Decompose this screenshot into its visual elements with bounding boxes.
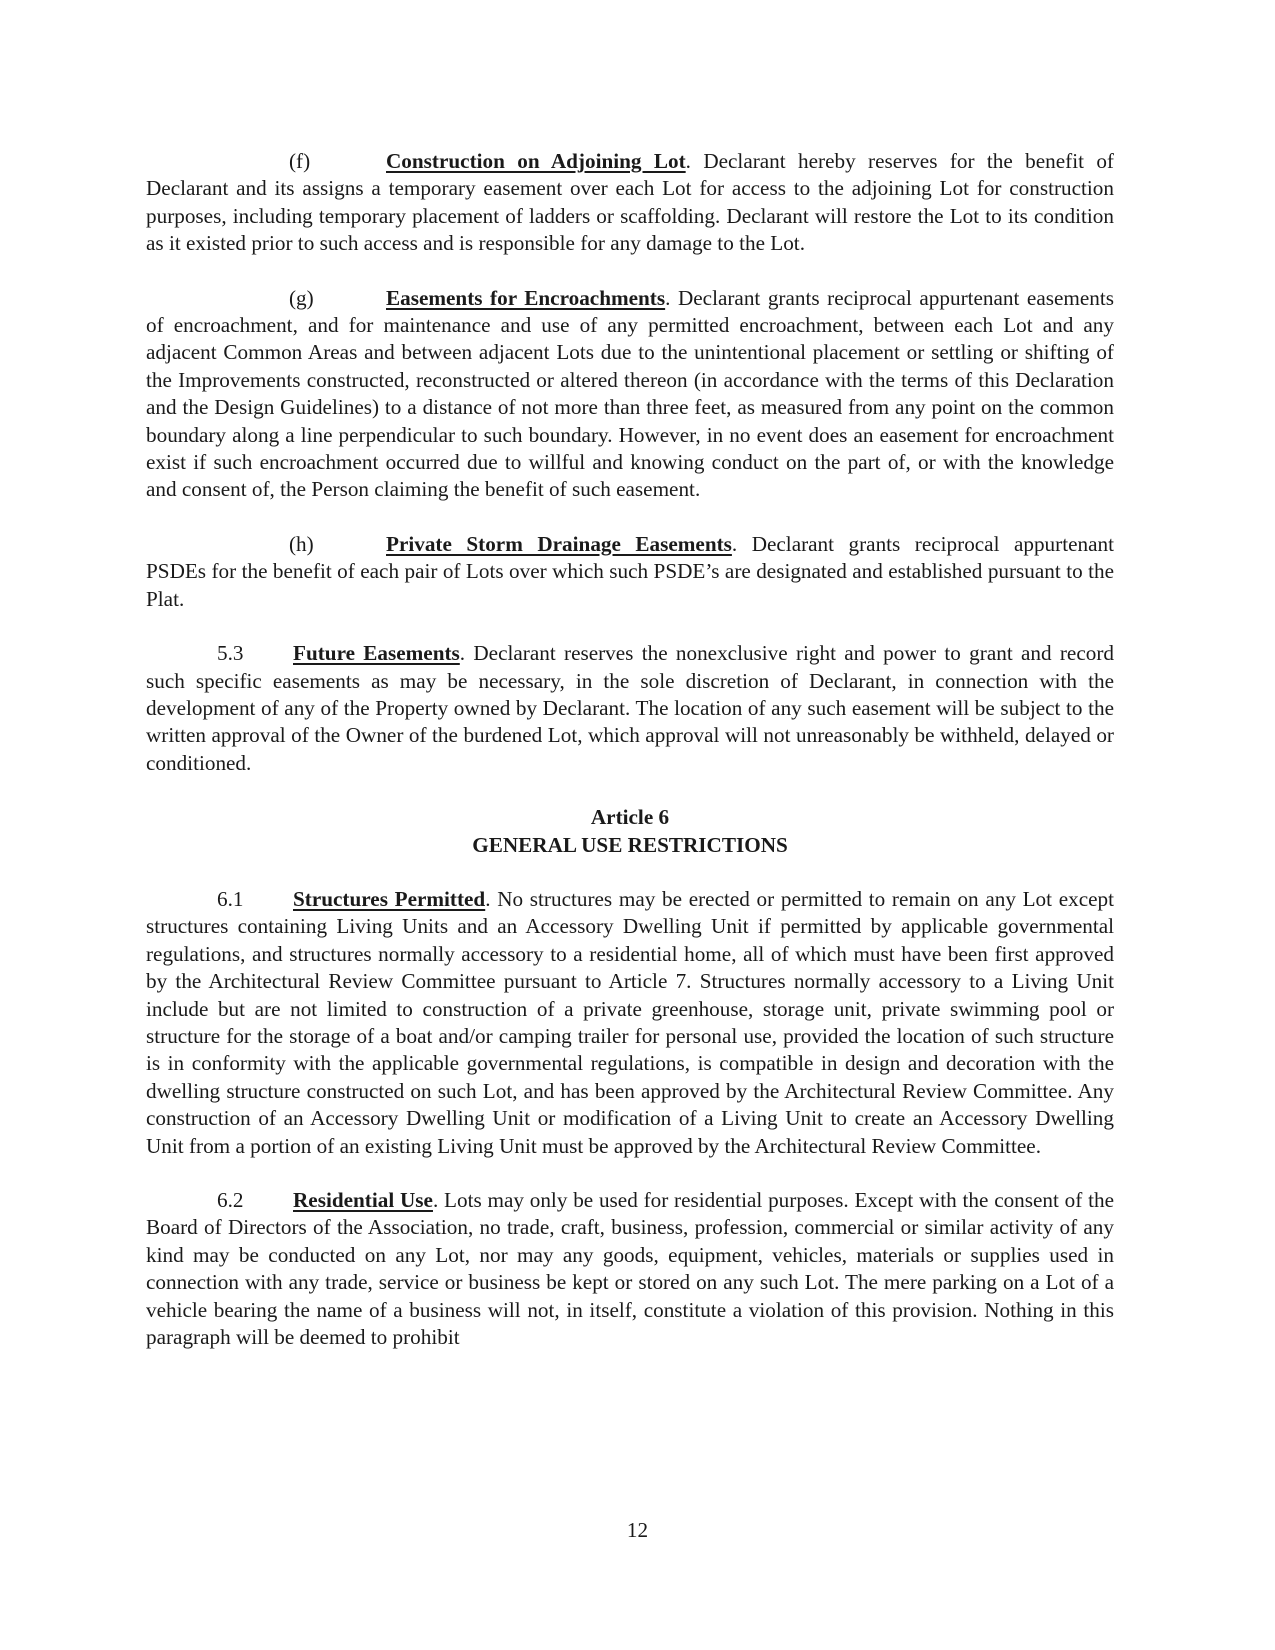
page-number: 12 xyxy=(626,1518,649,1542)
section-f xyxy=(146,148,1114,258)
section-h-heading: Private Storm Drainage Easements xyxy=(386,531,732,556)
section-g-label: (g) xyxy=(289,285,314,310)
section-f-heading: Construction on Adjoining Lot xyxy=(386,149,686,173)
section-5-3-number: 5.3 xyxy=(217,641,244,666)
section-h-label: (h) xyxy=(289,531,314,556)
section-6-1 xyxy=(146,886,1114,1160)
section-5-3-body: . Declarant reserves the nonexclusive right and power to grant and record such specific easements as may be necessary, in the sole discretion of Declarant, in connection with the development of any of the Property owned by Declarant. The location of any such easement will be subject to the written approval of the Owner of the burdened Lot, which approval will not unreasonably be withheld, delayed or conditioned. xyxy=(146,641,1114,775)
article-heading xyxy=(146,804,1114,859)
section-g-heading: Easements for Encroachments xyxy=(386,285,666,310)
section-6-2-heading: Residential Use xyxy=(293,1188,433,1212)
article-title: GENERAL USE RESTRICTIONS xyxy=(472,832,788,857)
section-5-3-heading: Future Easements xyxy=(293,641,460,666)
section-g xyxy=(146,285,1114,504)
section-h xyxy=(146,531,1114,613)
section-f-label: (f) xyxy=(289,149,311,173)
section-5-3 xyxy=(146,640,1114,777)
section-6-1-body: . No structures may be erected or permitted to remain on any Lot except structures containing Living Units and an Accessory Dwelling Unit if permitted by applicable governmental regulations, and structures normally accessory to a residential home, all of which must have been first approved by the Architectural Review Committee pursuant to Article 7. Structures normally accessory to a Living Unit include but are not limited to construction of a private greenhouse, storage unit, private swimming pool or structure for the storage of a boat and/or camping trailer for personal use, provided the location of such structure is in conformity with the applicable governmental regulations, is compatible in design and decoration with the dwelling structure constructed on such Lot, and has been approved by the Architectural Review Committee. Any construction of an Accessory Dwelling Unit or modification of a Living Unit to create an Accessory Dwelling Unit from a portion of an existing Living Unit must be approved by the Architectural Review Committee. xyxy=(146,886,1114,1158)
section-6-2-body: . Lots may only be used for residential purposes. Except with the consent of the Board of Directors of the Association, no trade, craft, business, profession, commercial or similar activity of any kind may be conducted on any Lot, nor may any goods, equipment, vehicles, materials or supplies used in connection with any trade, service or business be kept or stored on any such Lot. The mere parking on a Lot of a vehicle bearing the name of a business will not, in itself, constitute a violation of this provision. Nothing in this paragraph will be deemed to prohibit xyxy=(146,1188,1114,1350)
article-number: Article 6 xyxy=(590,805,670,830)
section-6-2-number: 6.2 xyxy=(217,1188,244,1212)
section-g-body: . Declarant grants reciprocal appurtenant easements of encroachment, and for maintenance and use of any permitted encroachment, between each Lot and any adjacent Common Areas and between adjacent Lots due to the unintentional placement or settling or shifting of the Improvements constructed, reconstructed or altered thereon (in accordance with the terms of this Declaration and the Design Guidelines) to a distance of not more than three feet, as measured from any point on the common boundary along a line perpendicular to such boundary. However, in no event does an easement for encroachment exist if such encroachment occurred due to willful and knowing conduct on the part of, or with the knowledge and consent of, the Person claiming the benefit of such easement. xyxy=(146,285,1114,502)
section-6-2 xyxy=(146,1187,1114,1351)
section-6-1-number: 6.1 xyxy=(217,886,244,911)
section-f-body: . Declarant hereby reserves for the benefit of Declarant and its assigns a temporary easement over each Lot for access to the adjoining Lot for construction purposes, including temporary placement of ladders or scaffolding. Declarant will restore the Lot to its condition as it existed prior to such access and is responsible for any damage to the Lot. xyxy=(146,149,1114,256)
page-content xyxy=(146,148,1114,1378)
section-h-body: . Declarant grants reciprocal appurtenant PSDEs for the benefit of each pair of Lots over which such PSDE’s are designated and established pursuant to the Plat. xyxy=(146,531,1114,611)
section-6-1-heading: Structures Permitted xyxy=(293,886,486,911)
